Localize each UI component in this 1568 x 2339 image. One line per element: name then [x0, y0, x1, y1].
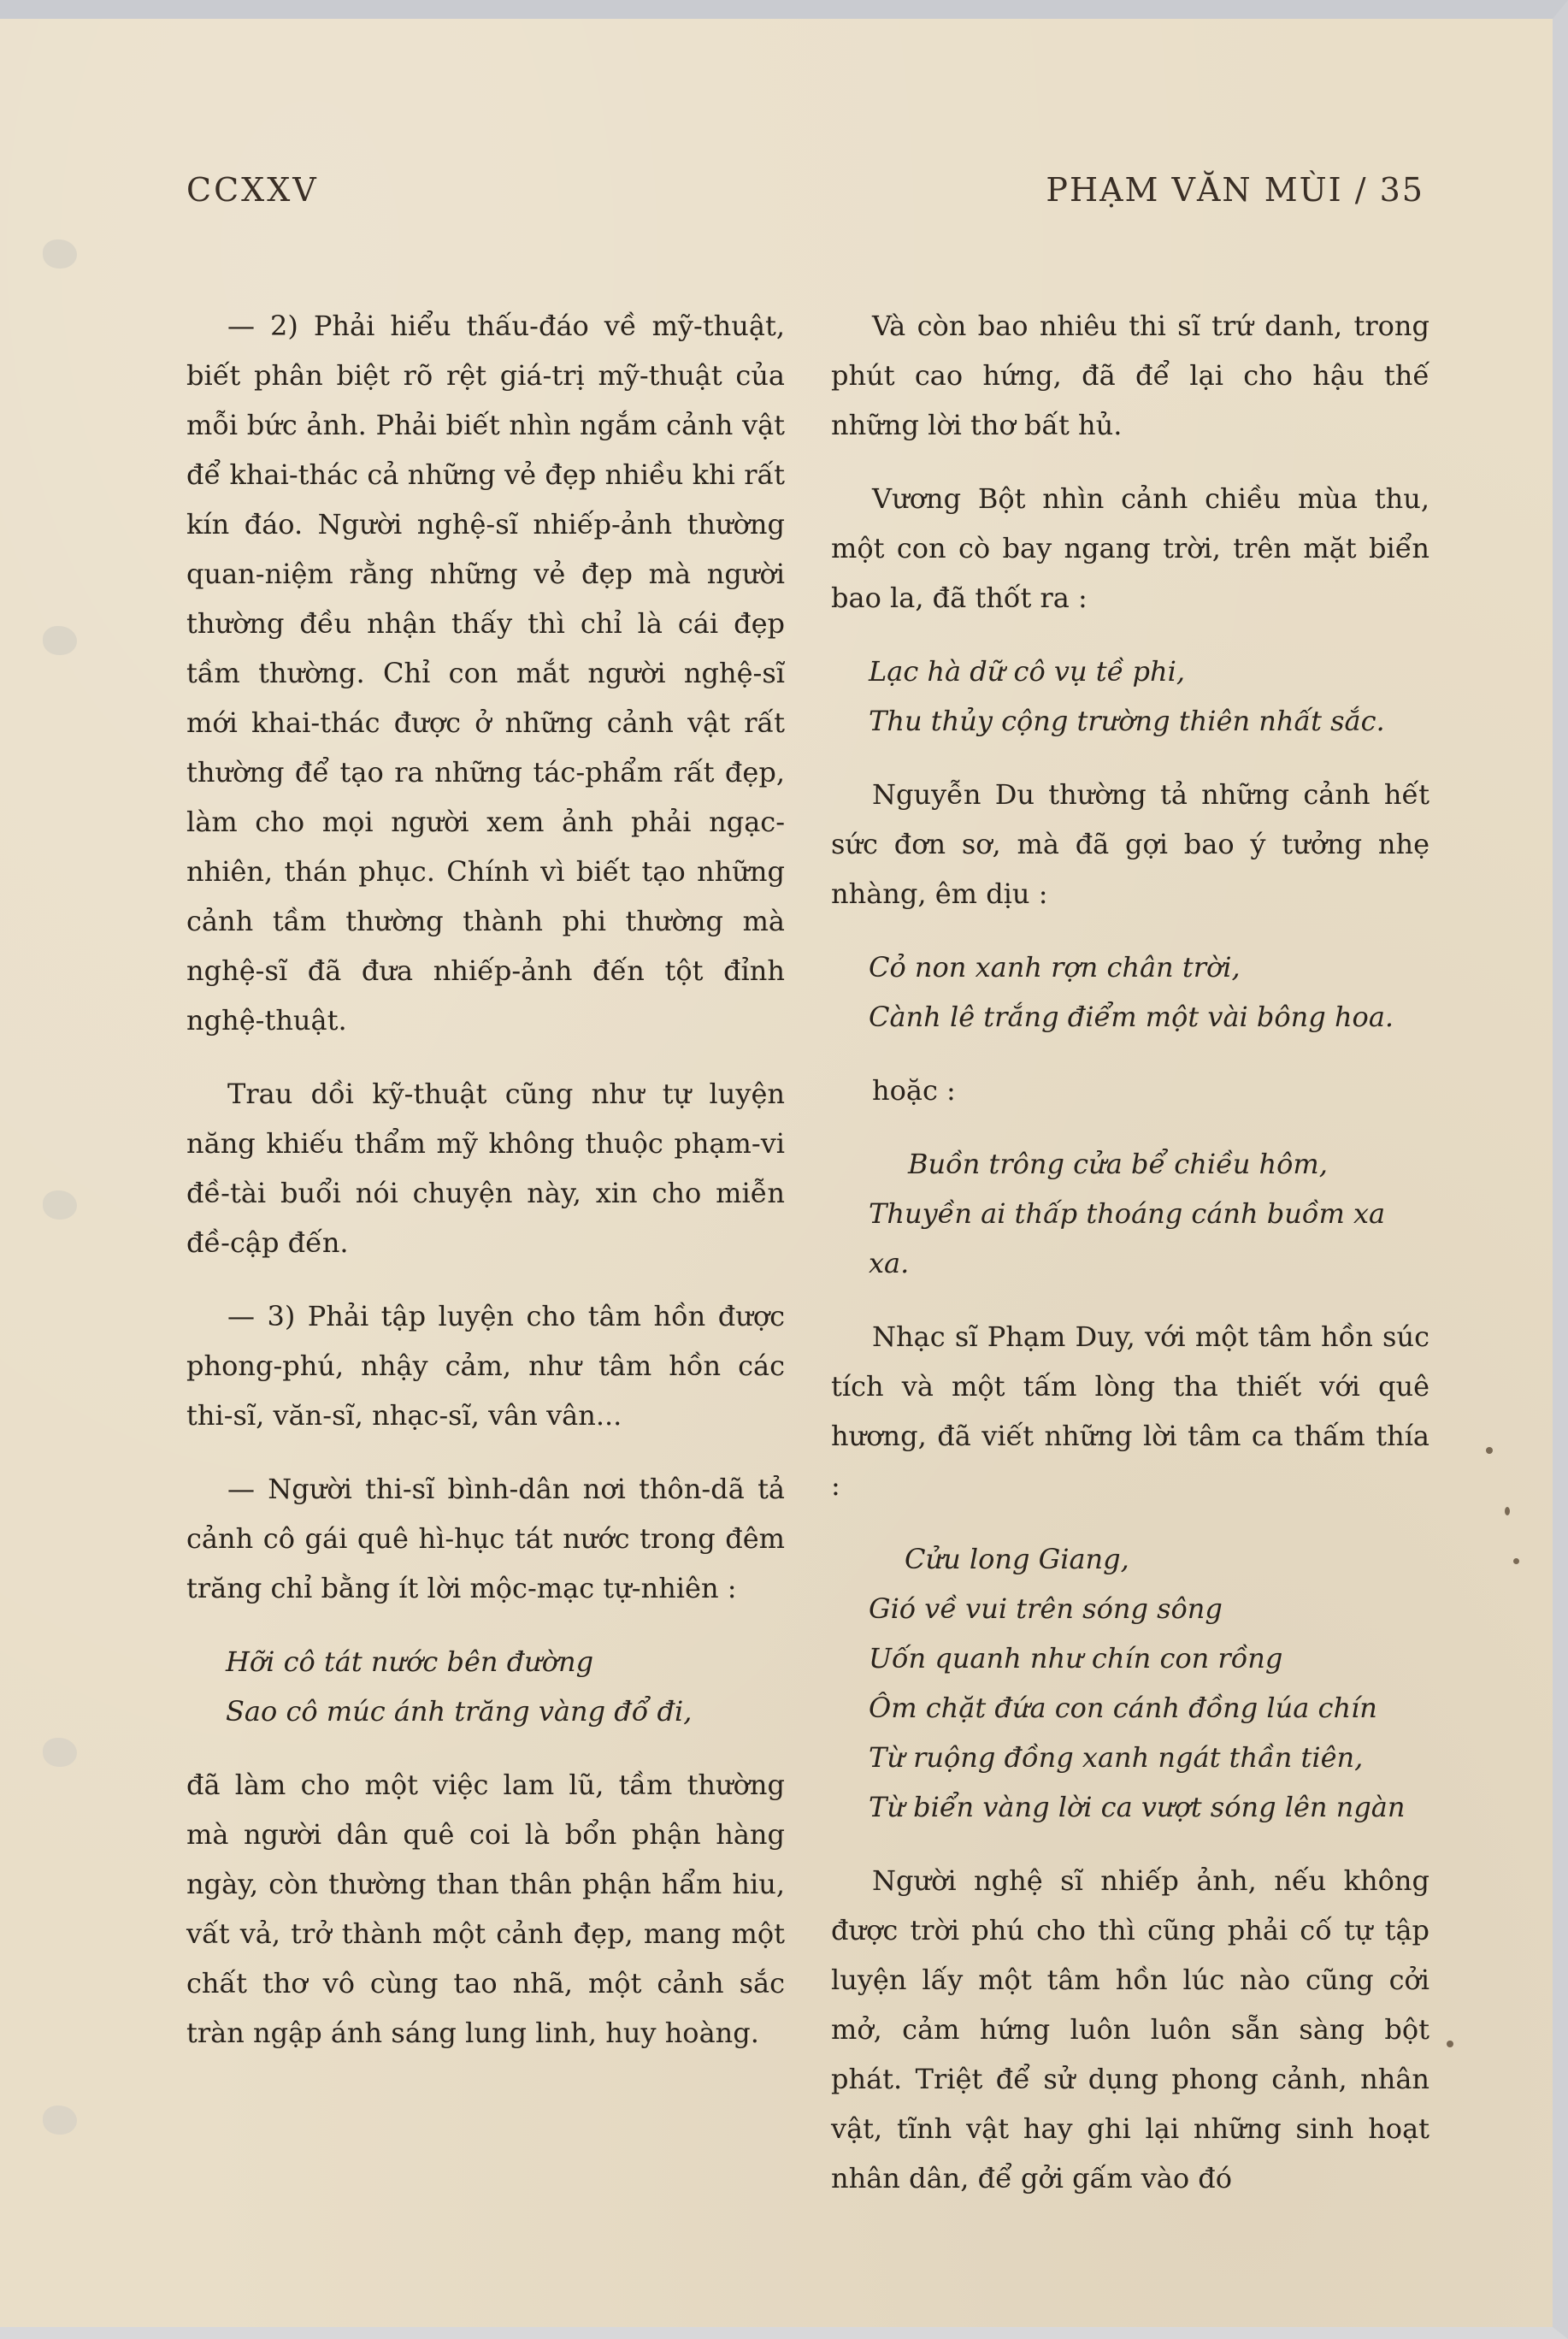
verse-line: Cỏ non xanh rợn chân trời, — [869, 951, 1241, 983]
page-margin-tear — [43, 1738, 77, 1767]
verse-line: Buồn trông cửa bể chiều hôm, — [908, 1148, 1328, 1180]
page-margin-tear — [43, 239, 77, 269]
ink-speck — [1447, 2041, 1453, 2047]
verse-quote — [831, 647, 1429, 746]
paragraph: Vương Bột nhìn cảnh chiều mùa thu, một con cò bay ngang trời, trên mặt biển bao la, đã thốt ra : — [831, 482, 1429, 614]
paragraph: — Người thi-sĩ bình-dân nơi thôn-dã tả cảnh cô gái quê hì-hục tát nước trong đêm trăng chỉ bằng ít lời mộc-mạc tự-nhiên : — [186, 1473, 785, 1604]
verse-line: Từ ruộng đồng xanh ngát thần tiên, — [869, 1741, 1364, 1774]
ink-speck — [1486, 1447, 1493, 1454]
right-column — [831, 301, 1429, 2227]
paragraph: Người nghệ sĩ nhiếp ảnh, nếu không được trời phú cho thì cũng phải cố tự tập luyện lấy một tâm hồn lúc nào cũng cởi mở, cảm hứng luôn luôn sẵn sàng bột phát. Triệt để sử dụng phong cảnh, nhân vật, tĩnh vật hay ghi lại những sinh hoạt nhân dân, để gởi gấm vào đó — [831, 1864, 1429, 2194]
verse-quote — [831, 1534, 1429, 1832]
verse-line: Cửu long Giang, — [905, 1543, 1129, 1575]
verse-line: Thu thủy cộng trường thiên nhất sắc. — [869, 705, 1385, 737]
paragraph: Nhạc sĩ Phạm Duy, với một tâm hồn súc tích và một tấm lòng tha thiết với quê hương, đã viết những lời tâm ca thấm thía : — [831, 1320, 1429, 1502]
paragraph: Và còn bao nhiêu thi sĩ trứ danh, trong phút cao hứng, đã để lại cho hậu thế những lời thơ bất hủ. — [831, 310, 1429, 441]
page-margin-tear — [43, 1190, 77, 1220]
paragraph: Trau dồi kỹ-thuật cũng như tự luyện năng khiếu thẩm mỹ không thuộc phạm-vi đề-tài buổi nói chuyện này, xin cho miễn đề-cập đến. — [186, 1078, 785, 1259]
verse-line: Thuyền ai thấp thoáng cánh buồm xa xa. — [869, 1197, 1386, 1279]
verse-line: Lạc hà dữ cô vụ tề phi, — [869, 655, 1185, 688]
running-header — [0, 171, 1553, 222]
verse-quote — [831, 942, 1429, 1042]
header-section-code: CCXXV — [186, 171, 319, 209]
paragraph: hoặc : — [872, 1074, 956, 1107]
paragraph: — 2) Phải hiểu thấu-đáo về mỹ-thuật, biết phân biệt rõ rệt giá-trị mỹ-thuật của mỗi bức ảnh. Phải biết nhìn ngắm cảnh vật để khai-thác cả những vẻ đẹp nhiều khi rất kín đáo. Người nghệ-sĩ nhiếp-ảnh thường quan-niệm rằng những vẻ đẹp mà người thường đều nhận thấy thì chỉ là cái đẹp tầm thường. Chỉ con mắt người nghệ-sĩ mới khai-thác được ở những cảnh vật rất thường để tạo ra những tác-phẩm rất đẹp, làm cho mọi người xem ảnh phải ngạc-nhiên, thán phục. Chính vì biết tạo những cảnh tầm thường thành phi thường mà nghệ-sĩ đã đưa nhiếp-ảnh đến tột đỉnh nghệ-thuật. — [186, 310, 785, 1037]
verse-line: Cành lê trắng điểm một vài bông hoa. — [869, 1001, 1394, 1033]
verse-line: Hỡi cô tát nước bên đường — [226, 1645, 594, 1678]
header-author-page: PHẠM VĂN MÙI / 35 — [1046, 171, 1424, 209]
paragraph: Nguyễn Du thường tả những cảnh hết sức đơn sơ, mà đã gợi bao ý tưởng nhẹ nhàng, êm dịu : — [831, 778, 1429, 910]
page-margin-tear — [43, 626, 77, 655]
verse-line: Từ biển vàng lời ca vượt sóng lên ngàn — [869, 1791, 1406, 1823]
paragraph: — 3) Phải tập luyện cho tâm hồn được phong-phú, nhậy cảm, như tâm hồn các thi-sĩ, văn-sĩ, nhạc-sĩ, vân vân... — [186, 1300, 785, 1432]
ink-speck — [1513, 1558, 1519, 1564]
verse-line: Gió về vui trên sóng sông — [869, 1592, 1223, 1625]
verse-quote — [831, 1139, 1429, 1288]
page-margin-tear — [43, 2106, 77, 2135]
verse-quote — [186, 1637, 785, 1736]
verse-line: Sao cô múc ánh trăng vàng đổ đi, — [226, 1695, 693, 1728]
ink-speck — [1505, 1507, 1510, 1515]
paragraph: đã làm cho một việc lam lũ, tầm thường mà người dân quê coi là bổn phận hàng ngày, còn thường than thân phận hẩm hiu, vất vả, trở thành một cảnh đẹp, mang một chất thơ vô cùng tao nhã, một cảnh sắc tràn ngập ánh sáng lung linh, huy hoàng. — [186, 1769, 785, 2049]
verse-line: Ôm chặt đứa con cánh đồng lúa chín — [869, 1692, 1377, 1724]
left-column — [186, 301, 785, 2082]
verse-line: Uốn quanh như chín con rồng — [869, 1642, 1283, 1675]
